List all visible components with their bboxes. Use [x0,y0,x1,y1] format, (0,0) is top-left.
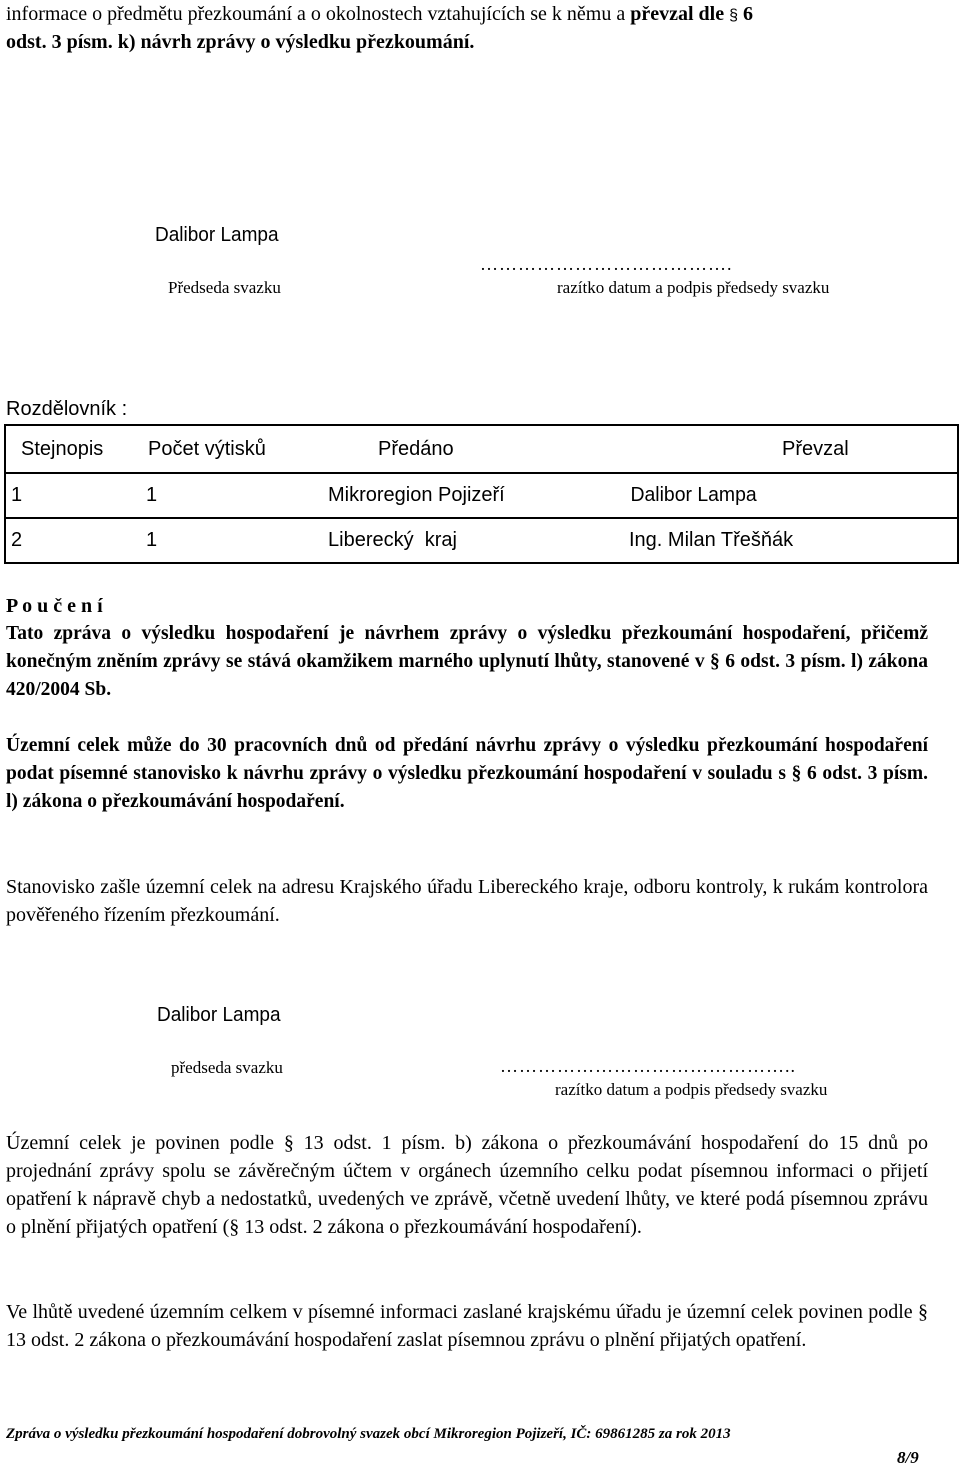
signatory-role-top: Předseda svazku [168,278,281,297]
signatory-name-top: Dalibor Lampa [155,224,279,246]
pouceni-paragraph-2: Územní celek může do 30 pracovních dnů od předání návrhu zprávy o výsledku přezkoumání hospodaření podat písemné stanovisko k návrhu zprávy o výsledku přezkoumání hospodaření v souladu s § 6 odst. 3 písm. l) zákona o přezkoumávání hospodaření. [6,735,928,812]
signature-line-top: …………………………………. [480,254,733,274]
signature-line-bottom: ……………………………………….. [500,1056,796,1076]
distribution-label: Rozdělovník : [6,398,128,420]
stamp-caption-top: razítko datum a podpis předsedy svazku [557,278,830,297]
table-header-row [5,425,958,473]
obligation-paragraph-2: Ve lhůtě uvedené územním celkem v písemné informaci zaslané krajskému úřadu je územní celek povinen podle § 13 odst. 2 zákona o přezkoumávání hospodaření zaslat písemnou zprávu o plnění přijatých opatření. [6,1301,928,1351]
distribution-table [4,424,959,564]
pouceni-paragraph-3: Stanovisko zašle územní celek na adresu Krajského úřadu Libereckého kraje, odboru kontroly, k rukám kontrolora pověřeného řízením přezkoumání. [6,876,928,926]
header-predano: Předáno [378,437,454,460]
header-pocet-vytisku: Počet výtisků [148,437,266,460]
footer-text: Zpráva o výsledku přezkoumání hospodaření dobrovolný svazek obcí Mikroregion Pojizeří, IČ: 69861285 za rok 2013 [6,1426,731,1442]
stamp-caption-bottom: razítko datum a podpis předsedy svazku [555,1080,828,1099]
intro-line-1: informace o předmětu přezkoumání a o okolnostech vztahujících se k němu a převzal dle § 6 [6,3,754,25]
pouceni-title: P o u č e n í [6,595,103,617]
intro-line-2: odst. 3 písm. k) návrh zprávy o výsledku přezkoumání. [6,31,475,53]
table-row: 1 1 Mikroregion Pojizeří Dalibor Lampa [5,473,958,518]
signatory-role-bottom: předseda svazku [171,1058,283,1077]
pouceni-paragraph-1: Tato zpráva o výsledku hospodaření je návrhem zprávy o výsledku přezkoumání hospodaření, přičemž konečným zněním zprávy se stává okamžikem marného uplynutí lhůty, stanovené v § 6 odst. 3 písm. l) zákona 420/2004 Sb. [6,623,928,700]
header-prevzal: Převzal [782,437,849,460]
signatory-name-bottom: Dalibor Lampa [157,1004,281,1026]
obligation-paragraph-1: Územní celek je povinen podle § 13 odst. 1 písm. b) zákona o přezkoumávání hospodaření do 15 dnů po projednání zprávy spolu se závěrečným účtem v orgánech územního celku podat písemnou informaci o přijetí opatření k nápravě chyb a nedostatků, uvedených ve zprávě, včetně uvedení lhůty, ve které podá písemnou zprávu o plnění přijatých opatření (§ 13 odst. 2 zákona o přezkoumávání hospodaření). [6,1132,928,1238]
page-number: 8/9 [897,1448,919,1467]
header-stejnopis: Stejnopis [21,437,104,460]
table-row: 2 1 Liberecký kraj Ing. Milan Třešňák [5,518,958,563]
section-sign: § [729,7,739,24]
